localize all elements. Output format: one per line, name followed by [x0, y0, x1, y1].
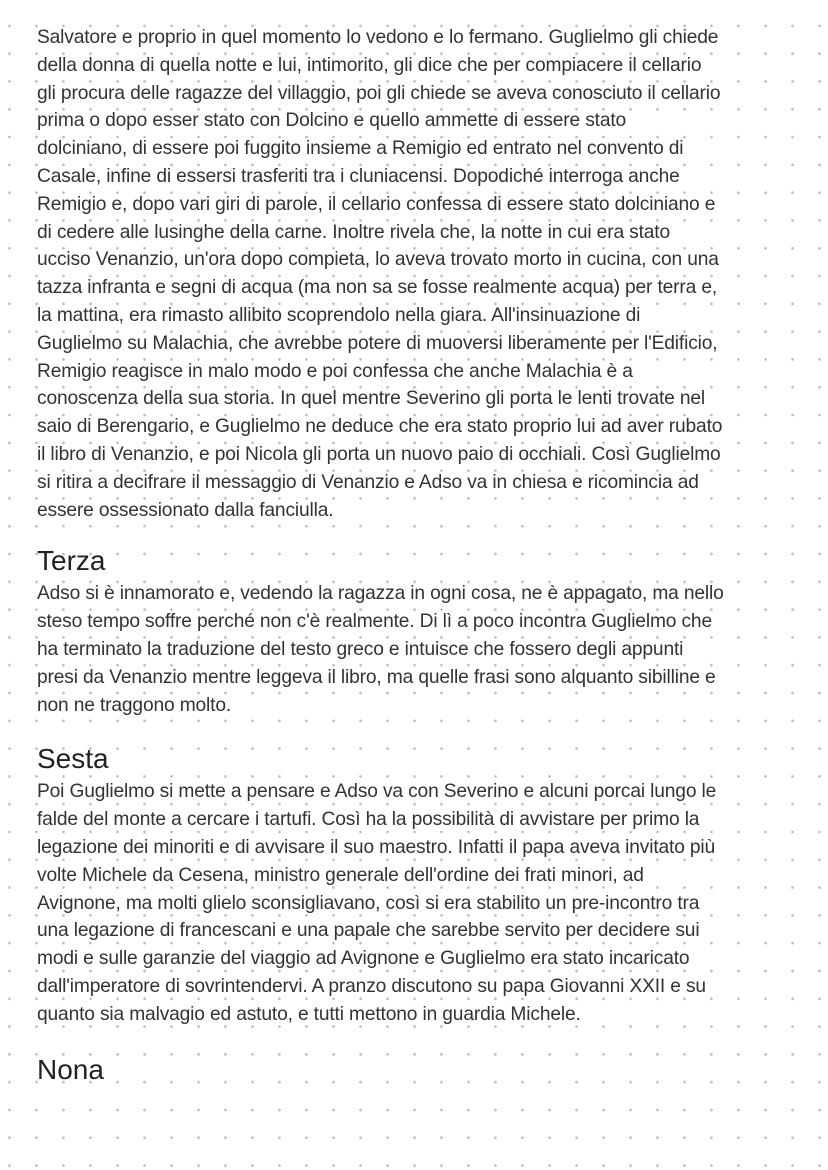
- paragraph-intro: Salvatore e proprio in quel momento lo vedono e lo fermano. Guglielmo gli chiede della donna di quella notte e lui, intimorito, gli dice che per compiacere il cellario gli procura delle ragazze del villaggio, poi gli chiede se aveva conosciuto il cellario prima o dopo esser stato con Dolcino e quello ammette di essere stato dolciniano, di essere poi fuggito insieme a Remigio ed entrato nel convento di Casale, infine di essersi trasferiti tra i cluniacensi. Dopodiché interroga anche Remigio e, dopo vari giri di parole, il cellario confessa di essere stato dolciniano e di cedere alle lusinghe della carne. Inoltre rivela che, la notte in cui era stato ucciso Venanzio, un'ora dopo compieta, lo aveva trovato morto in cucina, con una tazza infranta e segni di acqua (ma non sa se fosse realmente acqua) per terra e, la mattina, era rimasto allibito scoprendolo nella giara. All'insinuazione di Guglielmo su Malachia, che avrebbe potere di muoversi liberamente per l'Edificio, Remigio reagisce in malo modo e poi confessa che anche Malachia è a conoscenza della sua storia. In quel mentre Severino gli porta le lenti trovate nel saio di Berengario, e Guglielmo ne deduce che era stato proprio lui ad aver rubato il libro di Venanzio, e poi Nicola gli porta un nuovo paio di occhiali. Così Guglielmo si ritira a decifrare il messaggio di Venanzio e Adso va in chiesa e ricomincia ad essere ossessionato dalla fanciulla.: [37, 27, 723, 521]
- heading-terza: Terza: [37, 545, 106, 577]
- paragraph-sesta: Poi Guglielmo si mette a pensare e Adso va con Severino e alcuni porcai lungo le falde del monte a cercare i tartufi. Così ha la possibilità di avvistare per primo la legazione dei minoriti e di avvisare il suo maestro. Infatti il papa aveva invitato più volte Michele da Cesena, ministro generale dell'ordine dei frati minori, ad Avignone, ma molti glielo sconsigliavano, così si era stabilito un pre-incontro tra una legazione di francescani e una papale che sarebbe servito per decidere sui modi e sulle garanzie del viaggio ad Avignone e Guglielmo era stato incaricato dall'imperatore di sovrintendervi. A pranzo discutono su papa Giovanni XXII e su quanto sia malvagio ed astuto, e tutti mettono in guardia Michele.: [37, 781, 717, 1025]
- paragraph-terza: Adso si è innamorato e, vedendo la ragazza in ogni cosa, ne è appagato, ma nello steso tempo soffre perché non c'è realmente. Di lì a poco incontra Guglielmo che ha terminato la traduzione del testo greco e intuisce che fossero degli appunti presi da Venanzio mentre leggeva il libro, ma quelle frasi sono alquanto sibilline e non ne traggono molto.: [37, 583, 724, 716]
- heading-sesta: Sesta: [37, 743, 109, 775]
- heading-nona: Nona: [37, 1053, 104, 1085]
